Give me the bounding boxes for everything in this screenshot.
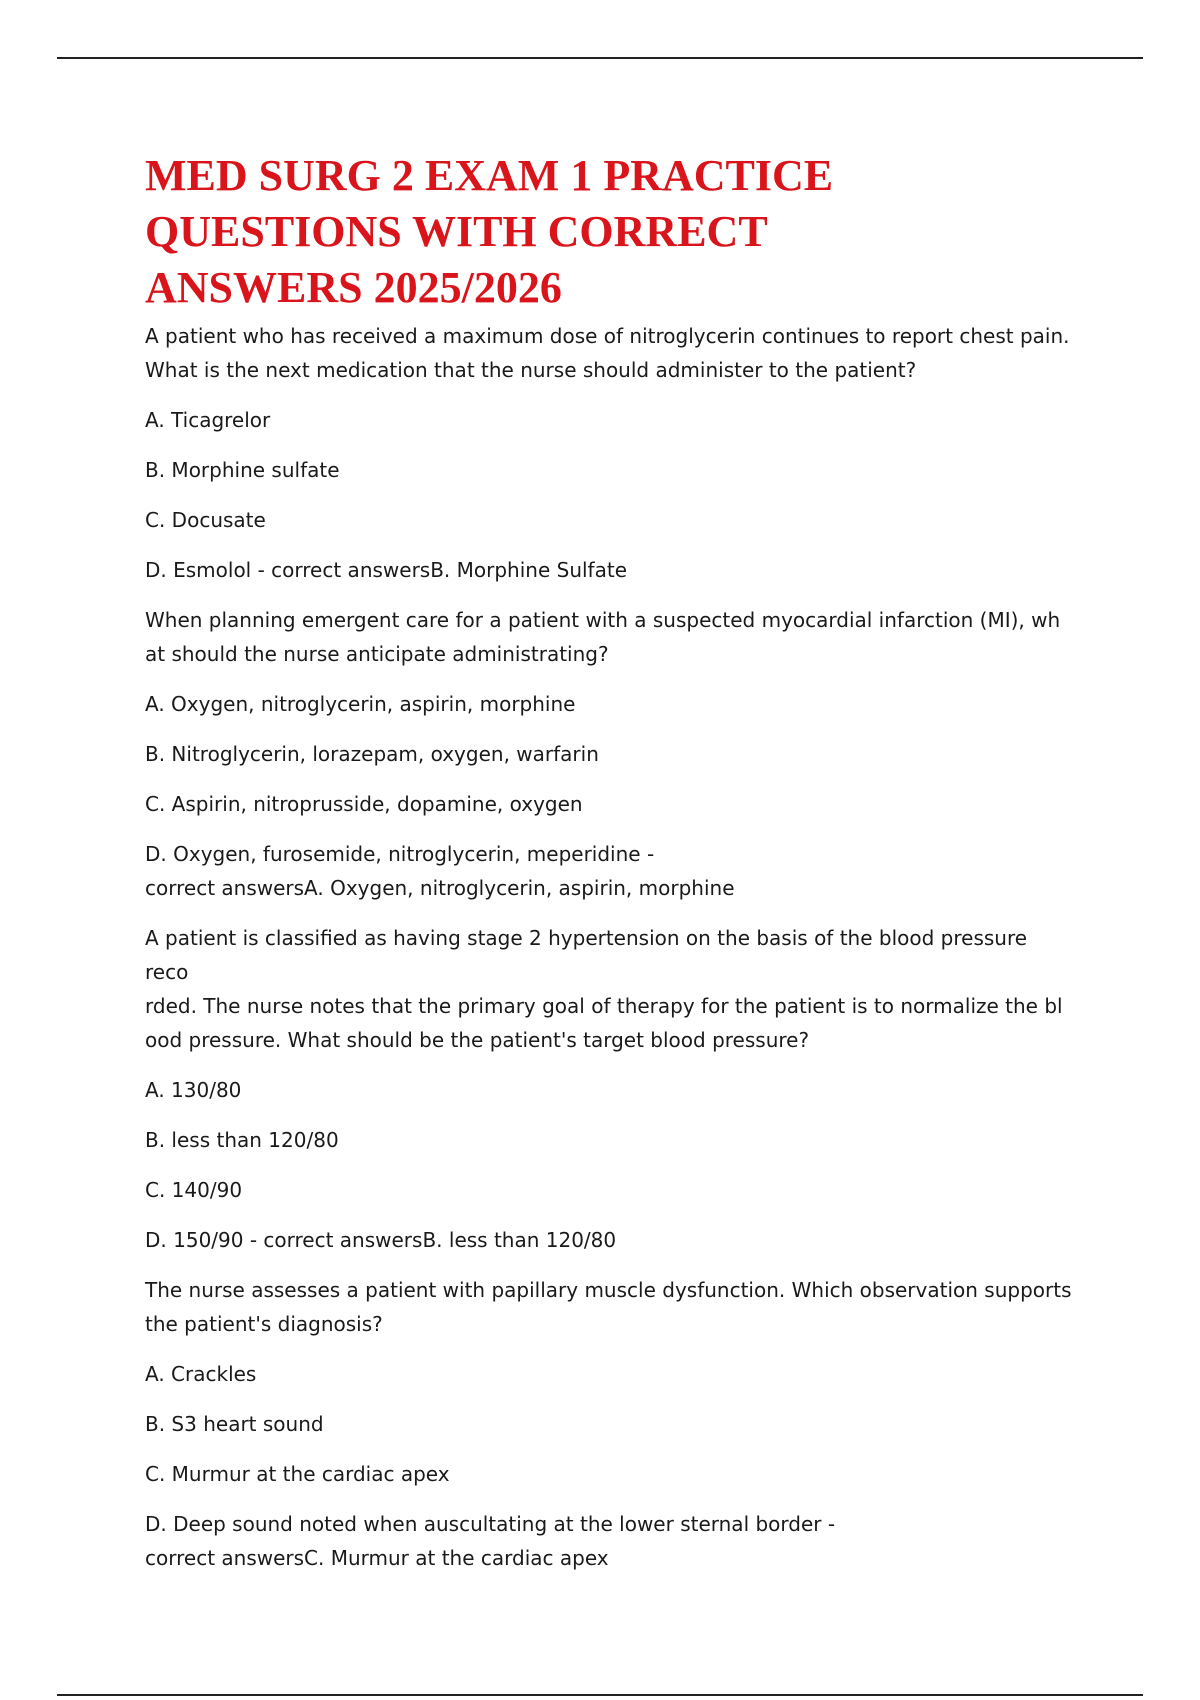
question-stem: The nurse assesses a patient with papillary muscle dysfunction. Which observation supports the patient's diagnosis?: [145, 1278, 1072, 1336]
question-block: [145, 603, 1075, 905]
answer-option: B. S3 heart sound: [145, 1412, 324, 1436]
document-title: MED SURG 2 EXAM 1 PRACTICE QUESTIONS WITH CORRECT ANSWERS 2025/2026: [145, 151, 834, 312]
bottom-rule: [57, 1694, 1143, 1696]
top-rule: [57, 57, 1143, 59]
answer-option: A. Ticagrelor: [145, 408, 271, 432]
answer-option: B. less than 120/80: [145, 1128, 339, 1152]
question-block: [145, 319, 1075, 587]
answer-option: C. 140/90: [145, 1178, 243, 1202]
answer-option: C. Murmur at the cardiac apex: [145, 1462, 450, 1486]
answer-option-with-correct-answer: D. Oxygen, furosemide, nitroglycerin, meperidine - correct answersA. Oxygen, nitroglycerin, aspirin, morphine: [145, 842, 735, 900]
answer-option: A. Crackles: [145, 1362, 257, 1386]
question-block: [145, 1273, 1075, 1575]
answer-option: B. Morphine sulfate: [145, 458, 340, 482]
answer-option: A. 130/80: [145, 1078, 242, 1102]
answer-option-with-correct-answer: D. Esmolol - correct answersB. Morphine Sulfate: [145, 558, 628, 582]
answer-option: A. Oxygen, nitroglycerin, aspirin, morphine: [145, 692, 576, 716]
question-stem: A patient is classified as having stage 2 hypertension on the basis of the blood pressure reco rded. The nurse notes that the primary goal of therapy for the patient is to normalize the bl ood pressure. What should be the patient's target blood pressure?: [145, 926, 1063, 1052]
question-stem: When planning emergent care for a patient with a suspected myocardial infarction (MI), wh at should the nurse anticipate administrating?: [145, 608, 1061, 666]
document-body: [145, 148, 1075, 1575]
answer-option: C. Aspirin, nitroprusside, dopamine, oxygen: [145, 792, 583, 816]
answer-option: C. Docusate: [145, 508, 266, 532]
answer-option: B. Nitroglycerin, lorazepam, oxygen, warfarin: [145, 742, 599, 766]
question-block: [145, 921, 1075, 1257]
answer-option-with-correct-answer: D. Deep sound noted when auscultating at the lower sternal border - correct answersC. Murmur at the cardiac apex: [145, 1512, 836, 1570]
question-stem: A patient who has received a maximum dose of nitroglycerin continues to report chest pain. What is the next medication that the nurse should administer to the patient?: [145, 324, 1070, 382]
answer-option-with-correct-answer: D. 150/90 - correct answersB. less than 120/80: [145, 1228, 617, 1252]
